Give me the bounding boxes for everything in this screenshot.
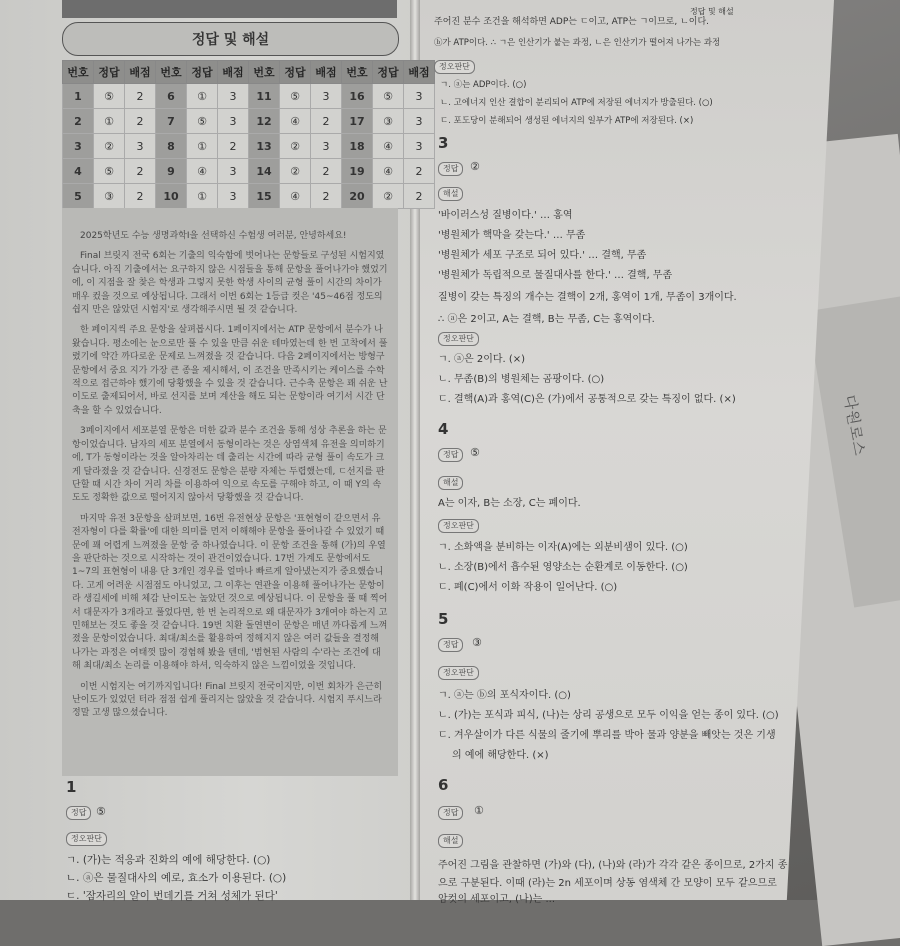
judge-line: ㄴ. 무좀(B)의 병원체는 곰팡이다. (○) <box>438 374 605 385</box>
commentary-paragraph: 한 페이지씩 주요 문항을 살펴봅시다. 1페이지에서는 ATP 문항에서 분수가 나왔습니다. 평소에는 눈으로만 풀 수 있을 만큼 쉬운 테마였는데 한 번 고착에서 풀렸기에 약간 까다로운 문제로 느껴졌을 것 같습니다. 다음 2페이지에서는 방형구 문항에서 중요 지가 가장 큰 종을 제시해서, 이 조건을 만족시키는 케이스를 수학적으로 접근하야 했기에 당황했을 수 있을 것 같습니다. 근수축 문항은 꽤 쉬운 난이도로 출제되어서, 바로 선지를 보며 계산을 해도 되는 문항이라 여기서 시간 단축을 할 수 있었습니다. <box>72 325 388 416</box>
table-cell: 3 <box>125 134 156 159</box>
table-cell: ⑤ <box>187 109 218 134</box>
explain-tag: 해설 <box>438 834 463 848</box>
table-header-cell: 정답 <box>187 61 218 84</box>
table-header-cell: 정답 <box>280 61 311 84</box>
table-cell: ④ <box>280 109 311 134</box>
table-cell: 9 <box>156 159 187 184</box>
judge-line: ㄷ. 폐(C)에서 이화 작용이 일어난다. (○) <box>438 582 618 593</box>
table-cell: ④ <box>373 134 404 159</box>
table-cell: 20 <box>342 184 373 209</box>
table-cell: 3 <box>218 109 249 134</box>
commentary-paragraph: 이번 시험지는 여기까지입니다! Final 브릿지 전국이지만, 이번 회차가 은근히 난이도가 있었던 터라 점점 쉽게 풀리지는 않았을 것 같습니다. 시험지 푸시느라 정말 고생 많으셨습니다. <box>72 681 383 719</box>
top-header-bar <box>62 0 397 18</box>
text-line: 주어진 분수 조건을 해석하면 ADP는 ㄷ이고, ATP는 ㄱ이므로, ㄴ이다. <box>434 17 710 27</box>
explain-line: ∴ ⓐ은 2이고, A는 결핵, B는 무좀, C는 홍역이다. <box>438 314 655 325</box>
table-cell: 2 <box>311 159 342 184</box>
answer-tag: 정답 <box>438 806 463 820</box>
judge-tag: 정오판단 <box>438 519 479 533</box>
explain-line: 암컷의 세포이고, (나)는 ... <box>438 894 555 905</box>
table-cell: 6 <box>156 84 187 109</box>
judge-line: 의 예에 해당한다. (×) <box>452 750 549 761</box>
table-cell: 11 <box>249 84 280 109</box>
table-header-cell: 정답 <box>373 61 404 84</box>
table-header-cell: 정답 <box>94 61 125 84</box>
answer-value: ② <box>470 160 480 173</box>
judge-tag: 정오판단 <box>66 832 107 846</box>
table-cell: 2 <box>218 134 249 159</box>
judge-tag: 정오판단 <box>434 60 475 74</box>
table-cell: ⑤ <box>94 84 125 109</box>
answer-tag: 정답 <box>438 448 463 462</box>
table-cell: 2 <box>125 84 156 109</box>
answer-value: ③ <box>472 636 482 649</box>
table-row <box>63 84 435 109</box>
answer-table <box>62 60 435 209</box>
table-cell: 10 <box>156 184 187 209</box>
answer-value: ⑤ <box>96 805 106 818</box>
judge-line: ㄱ. ⓐ은 2이다. (×) <box>438 354 526 365</box>
table-cell: 14 <box>249 159 280 184</box>
judge-tag: 정오판단 <box>438 666 479 680</box>
table-cell: 3 <box>218 159 249 184</box>
table-cell: 3 <box>63 134 94 159</box>
table-cell: 15 <box>249 184 280 209</box>
answer-value: ⑤ <box>470 446 480 459</box>
table-row <box>63 184 435 209</box>
text-line: ⓑ가 ATP이다. ∴ ㄱ은 인산기가 붙는 과정, ㄴ은 인산기가 떨어져 나가는 과정 <box>434 38 721 48</box>
judge-line: ㄱ. ⓐ는 ADP이다. (○) <box>440 80 527 90</box>
commentary-paragraph: 3페이지에서 세포분열 문항은 더한 값과 분수 조건을 통해 성상 추론을 하는 문항이었습니다. 남자의 세포 분열에서 동형이라는 것은 상염색체 유전을 의미하기에, T가 동형이라는 것을 알아차리는 데 출리는 시간에 따라 균형 풀이 속도가 크게 달라졌을 것 같습니다. 신경전도 문항은 분량 자체는 두렵했는데, ㄷ선지를 판단할 때 시간 차이 거리 차를 이용하여 익으로 속도를 구해야 하고, 이 때 Y의 속도도 정확한 값으로 떨어지지 않아서 당황했을 것 같습니다. <box>72 426 387 504</box>
table-cell: 2 <box>125 159 156 184</box>
side-paper-label: 다원로스 <box>840 393 869 458</box>
answer-tag: 정답 <box>438 162 463 176</box>
table-cell: 1 <box>63 84 94 109</box>
table-cell: 2 <box>311 184 342 209</box>
commentary-paragraph: 2025학년도 수능 생명과학Ⅰ을 선택하신 수험생 여러분, 안녕하세요! <box>80 231 347 241</box>
explain-tag: 해설 <box>438 187 463 201</box>
table-cell: 13 <box>249 134 280 159</box>
table-cell: ② <box>94 134 125 159</box>
question-number: 6 <box>438 776 449 794</box>
table-cell: 2 <box>125 184 156 209</box>
table-cell: 2 <box>311 109 342 134</box>
judge-line: ㄱ. 소화액을 분비하는 이자(A)에는 외분비샘이 있다. (○) <box>438 542 688 553</box>
question-number: 5 <box>438 610 449 628</box>
commentary-paragraph: 마지막 유전 3문항을 살펴보면, 16번 유전현상 문항은 '표현형이 같으면서 유전자형이 다를 확률'에 대한 의미를 먼저 이해해야 문항을 풀어나갈 수 있었기 때문에 꽤 어렵게 느껴졌을 문항 중 하나였습니다. 이 문항 조건을 통해 (가)의 우열을 판단하는 것으로 시작하는 것이 관건이었습니다. 17번 가계도 문항에서도 1~7의 표현형이 내용 단 3개인 경우를 얼마나 빠르게 알아냈는지가 중요했습니다. 고게 어려운 시점점도 아니었고, 그 이후는 연관을 이용해 풀어나가는 문항이라 생길세에 비해 체감 난이도는 높았던 것으로 예상됩니다. 이 문항을 풀 때 찍어서 대문자가 3개라고 풀었다면, 한 번 논리적으로 왜 대문자가 3개여야 하는지 고민해보는 것도 좋을 것 같습니다. 19번 치환 돌연변이 문항은 매년 까다롭게 느껴졌을 문항이었습니다. 최대/최소를 활용하여 정해지지 않은 여러 값들을 결정해 나가는 과정은 여태껏 많이 경험해 봤을 텐데, '범현된 사람의 수'라는 조건에 대해 최대/최소 논리를 이용해야 하셔, 익숙하지 않은 느낌이었을 것입니다. <box>72 513 388 672</box>
table-cell: ⑤ <box>94 159 125 184</box>
question-number: 4 <box>438 420 449 438</box>
table-cell: ⑤ <box>373 84 404 109</box>
table-cell: ④ <box>187 159 218 184</box>
table-cell: 2 <box>404 184 435 209</box>
table-cell: 4 <box>63 159 94 184</box>
question-number: 1 <box>66 778 77 796</box>
table-cell: ③ <box>94 184 125 209</box>
answer-tag: 정답 <box>438 638 463 652</box>
question-number: 3 <box>438 134 449 152</box>
judge-line: ㄴ. ⓐ은 물질대사의 예로, 효소가 이용된다. (○) <box>66 872 287 884</box>
explain-line: 으로 구분된다. 이때 (라)는 2n 세포이며 상동 염색체 간 모양이 모두 같으므로 <box>438 878 777 889</box>
judge-tag: 정오판단 <box>438 332 479 346</box>
table-header-cell: 배점 <box>218 61 249 84</box>
judge-line: ㄷ. 포도당이 분해되어 생성된 에너지의 일부가 ATP에 저장된다. (×) <box>440 116 694 126</box>
table-cell: ② <box>280 134 311 159</box>
table-cell: 17 <box>342 109 373 134</box>
table-cell: 3 <box>218 184 249 209</box>
table-row <box>63 159 435 184</box>
explain-line: '바이러스성 질병이다.' … 홍역 <box>438 210 573 221</box>
table-header-cell: 번호 <box>342 61 373 84</box>
table-header-cell: 번호 <box>156 61 187 84</box>
section-banner: 정답 및 해설 <box>62 22 399 56</box>
table-cell: 3 <box>311 84 342 109</box>
table-cell: 5 <box>63 184 94 209</box>
table-header-cell: 배점 <box>311 61 342 84</box>
table-cell: ④ <box>373 159 404 184</box>
table-cell: ③ <box>373 109 404 134</box>
judge-line: ㄱ. ⓐ는 ⓑ의 포식자이다. (○) <box>438 690 571 701</box>
table-cell: 16 <box>342 84 373 109</box>
table-header-cell: 번호 <box>63 61 94 84</box>
table-cell: ① <box>187 184 218 209</box>
answer-table-header <box>63 61 435 84</box>
explain-tag: 해설 <box>438 476 463 490</box>
judge-line: ㄴ. (가)는 포식과 피식, (나)는 상리 공생으로 모두 이익을 얻는 종이 있다. (○) <box>438 710 779 721</box>
table-cell: ① <box>187 84 218 109</box>
explain-line: '병원체가 독립적으로 물질대사를 한다.' … 결핵, 무좀 <box>438 270 673 281</box>
table-cell: 3 <box>311 134 342 159</box>
table-cell: 3 <box>218 84 249 109</box>
explain-line: '병원체가 핵막을 갖는다.' … 무좀 <box>438 230 586 241</box>
explain-line: 주어진 그림을 관찰하면 (가)와 (다), (나)와 (라)가 각각 같은 종이므로, 2가지 종 <box>438 860 788 871</box>
judge-line: ㄷ. '잠자리의 알이 번데기를 거쳐 성체가 된다' <box>66 890 278 902</box>
table-cell: 7 <box>156 109 187 134</box>
table-cell: 18 <box>342 134 373 159</box>
table-cell: 19 <box>342 159 373 184</box>
table-cell: 3 <box>404 84 435 109</box>
table-header-cell: 번호 <box>249 61 280 84</box>
table-cell: 3 <box>404 109 435 134</box>
answer-table-body <box>63 84 435 209</box>
commentary-text <box>72 230 388 728</box>
table-header-cell: 배점 <box>404 61 435 84</box>
table-cell: ② <box>280 159 311 184</box>
explain-line: 질병이 갖는 특징의 개수는 결핵이 2개, 홍역이 1개, 무좀이 3개이다. <box>438 292 737 303</box>
right-page <box>367 0 834 900</box>
explain-line: A는 이자, B는 소장, C는 폐이다. <box>438 498 581 509</box>
judge-line: ㄴ. 고에너지 인산 결합이 분리되어 ATP에 저장된 에너지가 방출된다. (○) <box>440 98 713 108</box>
table-cell: 8 <box>156 134 187 159</box>
table-cell: 12 <box>249 109 280 134</box>
table-cell: ① <box>94 109 125 134</box>
table-row <box>63 109 435 134</box>
table-cell: 2 <box>125 109 156 134</box>
answer-value: ① <box>474 804 484 817</box>
table-cell: 2 <box>404 159 435 184</box>
table-row <box>63 134 435 159</box>
table-cell: 2 <box>63 109 94 134</box>
table-cell: ① <box>187 134 218 159</box>
answer-tag: 정답 <box>66 806 91 820</box>
table-cell: ⑤ <box>280 84 311 109</box>
table-cell: ④ <box>280 184 311 209</box>
table-cell: 3 <box>404 134 435 159</box>
table-cell: ② <box>373 184 404 209</box>
explain-line: '병원체가 세포 구조로 되어 있다.' … 결핵, 무좀 <box>438 250 647 261</box>
judge-line: ㄱ. (가)는 적응과 진화의 예에 해당한다. (○) <box>66 854 271 866</box>
table-header-cell: 배점 <box>125 61 156 84</box>
commentary-paragraph: Final 브릿지 전국 6회는 기출의 익숙함에 벗어나는 문항들로 구성된 시험지였습니다. 아직 기출에서는 요구하지 않은 시점들을 통해 문항을 풀어나가야 했었기에, 이 지점을 잘 찾은 학생과 그렇지 못한 학생 사이의 균형 풀이 시간의 차이가 매우 컸을 것으로 예상됩니다. 그래서 이번 6회는 1등급 컷은 '45~46점 정도의 쉽지 만은 않았던 시험지'로 생각해주시면 될 것 같습니다. <box>72 251 388 316</box>
judge-line: ㄷ. 결핵(A)과 홍역(C)은 (가)에서 공통적으로 갖는 특징이 없다. (×) <box>438 394 736 405</box>
judge-line: ㄴ. 소장(B)에서 흡수된 영양소는 순환계로 이동한다. (○) <box>438 562 688 573</box>
judge-line: ㄷ. 겨우살이가 다른 식물의 줄기에 뿌리를 박아 물과 양분을 빼앗는 것은 기생 <box>438 730 776 741</box>
running-head: 정답 및 해설 <box>690 7 734 16</box>
